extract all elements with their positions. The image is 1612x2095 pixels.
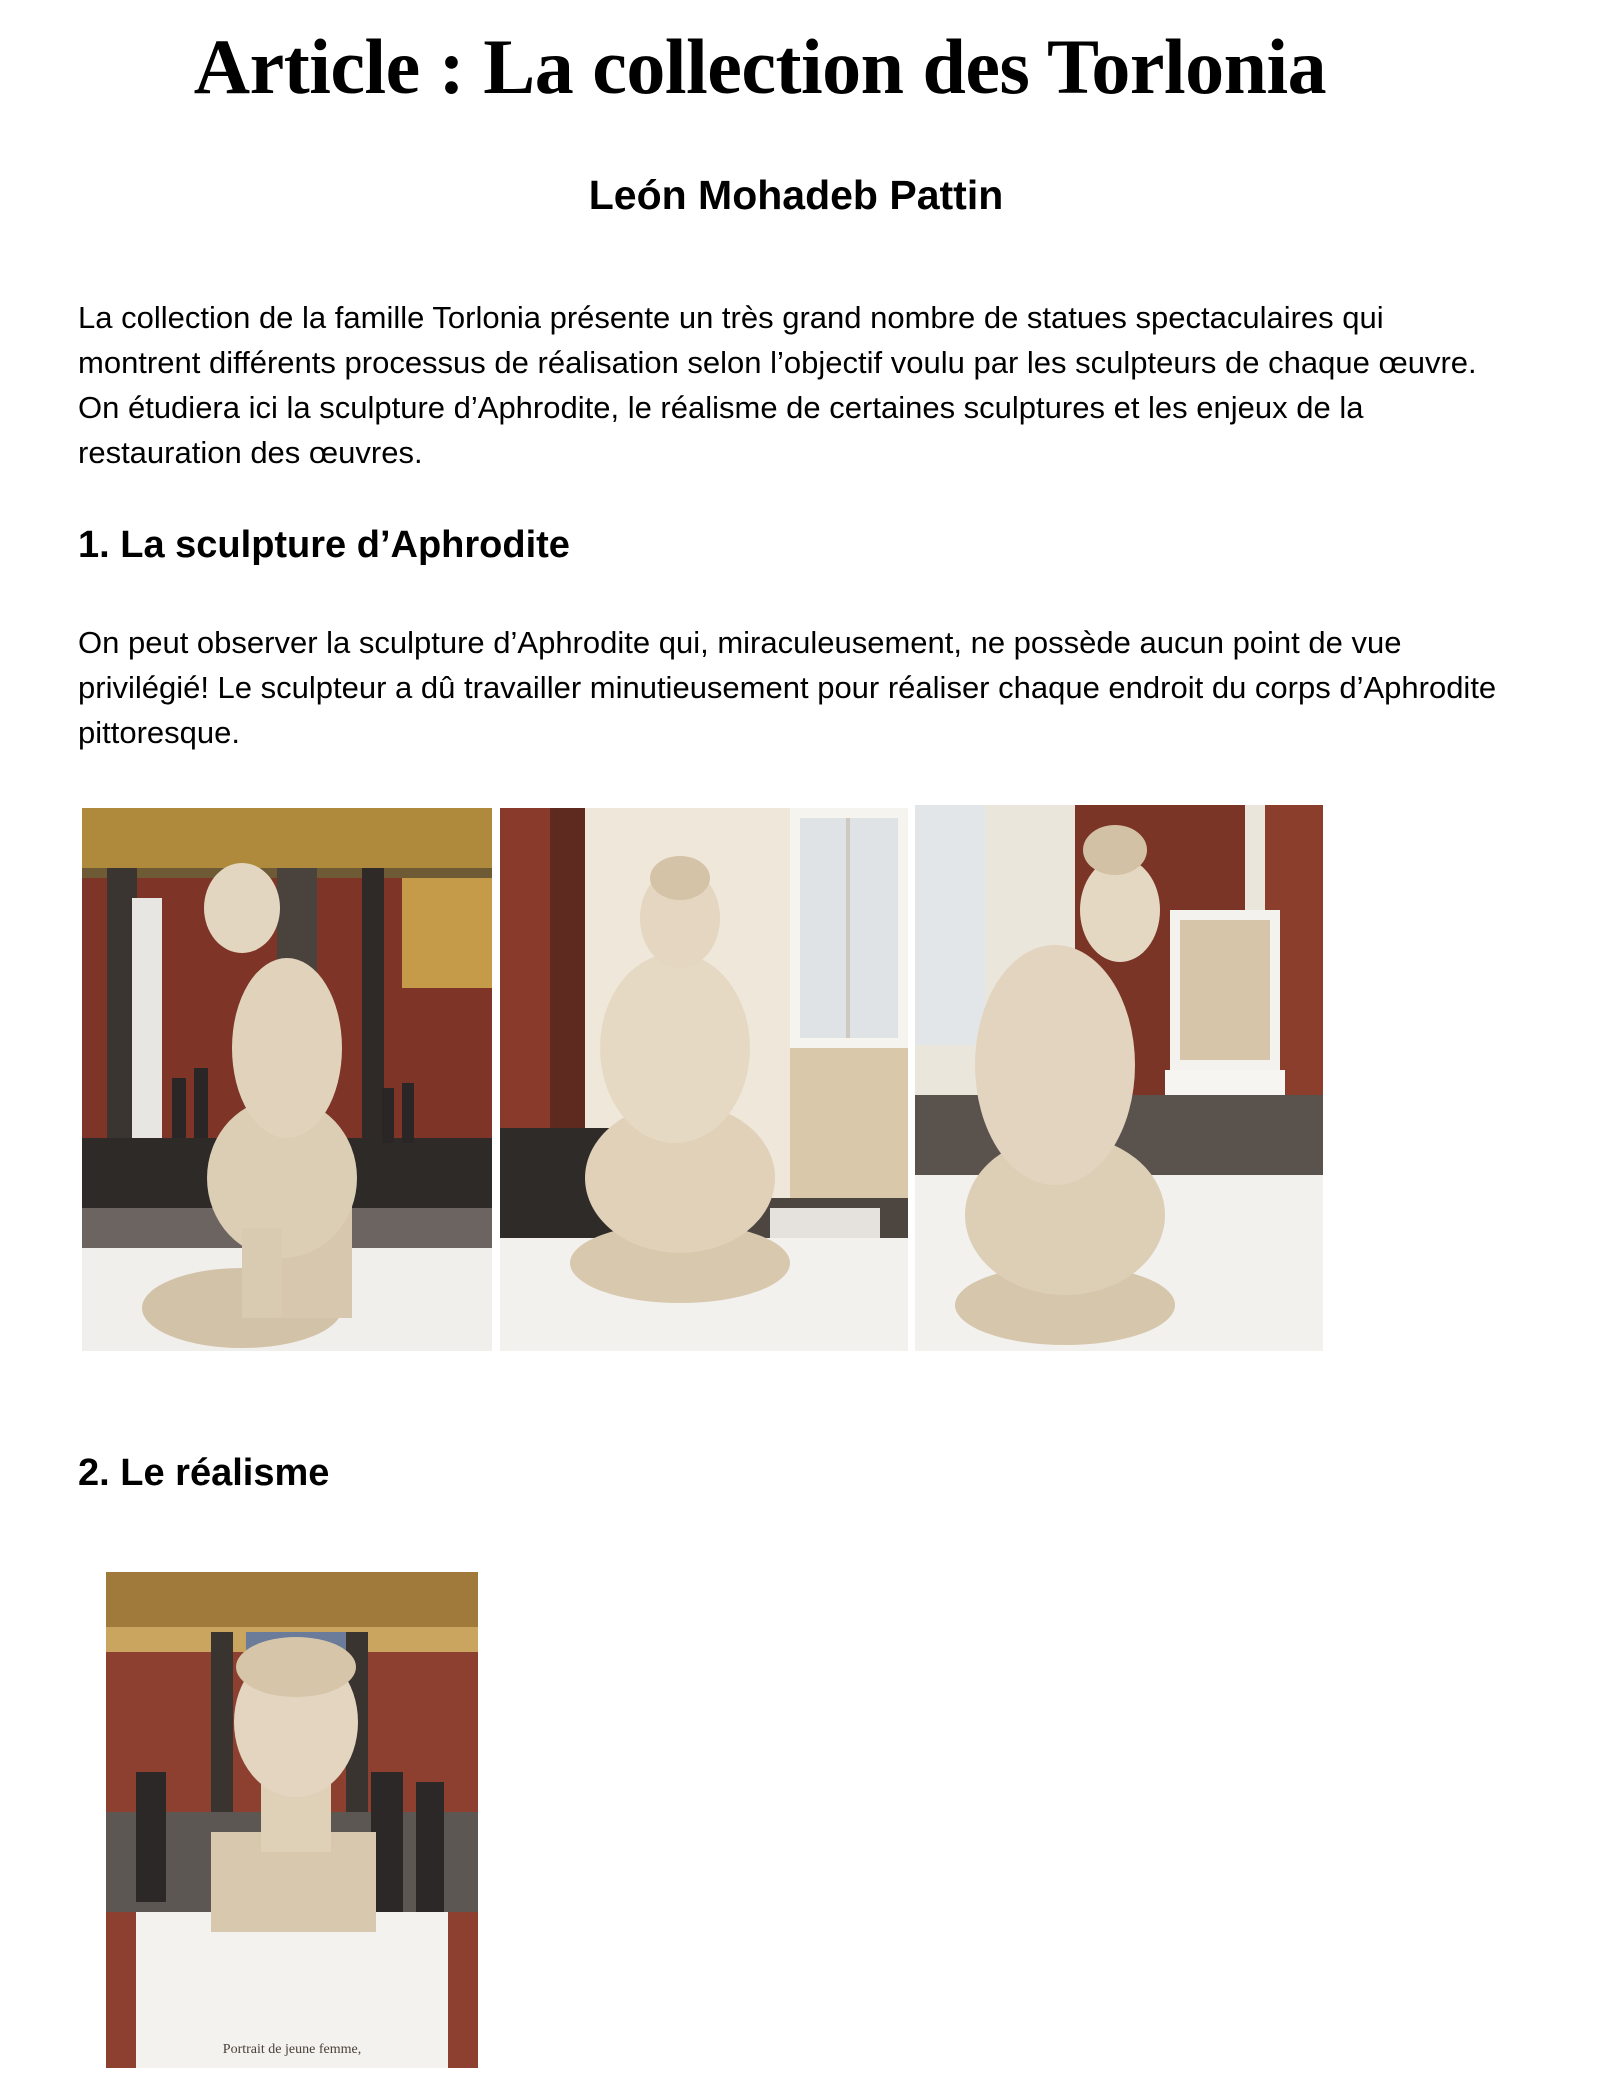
- portrait-caption: Portrait de jeune femme,: [222, 2042, 362, 2057]
- section-paragraph-aphrodite: On peut observer la sculpture d’Aphrodite qui, miraculeusement, ne possède aucun point de vue privilégié! Le sculpteur a dû travailler minutieusement pour réaliser chaque endroit du corps d’Aphrodite pittoresque.: [78, 625, 1497, 750]
- intro-paragraph: La collection de la famille Torlonia présente un très grand nombre de statues spectaculaires qui montrent différents processus de réalisation selon l’objectif voulu par les sculpteurs de chaque œuvre. On étudiera ici la sculpture d’Aphrodite, le réalisme de certaines sculptures et les enjeux de la restauration des œuvres.: [78, 300, 1477, 470]
- aphrodite-photo-left: [82, 808, 492, 1351]
- portrait-bust-photo: [106, 1572, 478, 2068]
- aphrodite-photo-back: [915, 805, 1323, 1351]
- section-heading-aphrodite: 1. La sculpture d’Aphrodite: [78, 524, 570, 566]
- author-name: León Mohadeb Pattin: [588, 172, 1004, 218]
- aphrodite-photo-front: [500, 808, 908, 1351]
- article-title: Article : La collection des Torlonia: [193, 23, 1327, 110]
- section-heading-realisme: 2. Le réalisme: [78, 1452, 330, 1494]
